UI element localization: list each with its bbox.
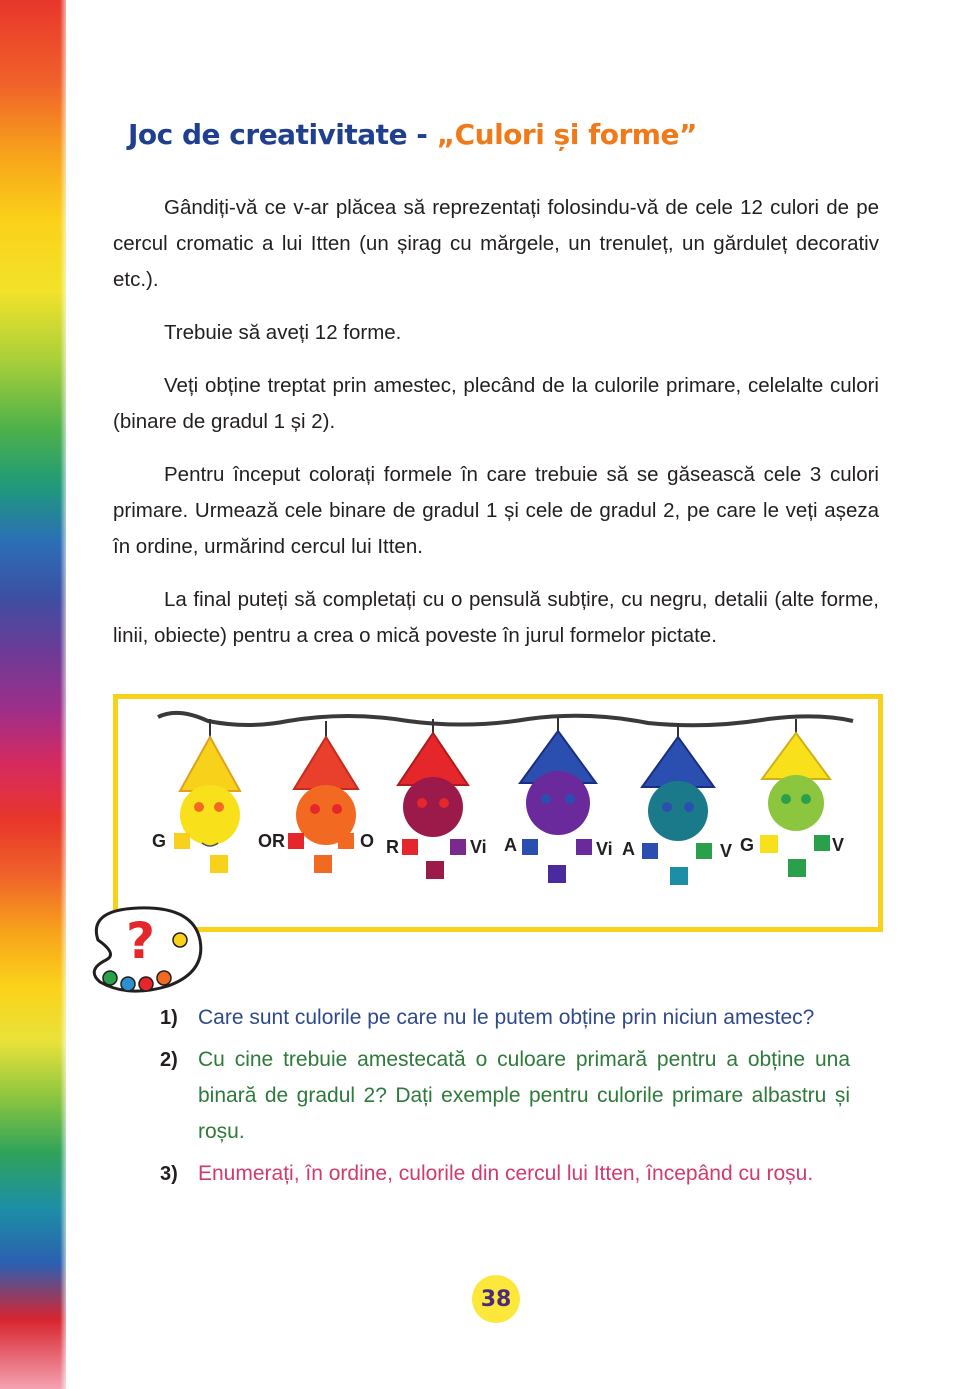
label-a-2: A: [622, 839, 635, 859]
paragraph-4: Pentru început colorați formele în care trebuie să se găsească cele 3 culori primare. Urmează cele binare de gradul 1 și cele de gradul 2, pe care le veți așeza în ordine, urmărind cercul lui Itten.: [113, 463, 879, 558]
page-title-accent: „Culori și forme”: [436, 118, 697, 151]
paragraph-5: La final puteți să completați cu o pensulă subțire, cu negru, detalii (alte forme, linii, obiecte) pentru a crea o mică poveste în jurul formelor pictate.: [113, 588, 879, 647]
question-3: [160, 1156, 850, 1192]
lantern-blue: [642, 723, 714, 841]
question-2: [160, 1042, 850, 1150]
label-vi-2: Vi: [596, 839, 613, 859]
question-3-text: Enumerați, în ordine, culorile din cercul lui Itten, începând cu roșu.: [198, 1162, 814, 1185]
lantern-violet: [520, 717, 596, 835]
question-2-text: Cu cine trebuie amestecată o culoare primară pentru a obține una binară de gradul 2? Dați exemple pentru culorile primare albastru și roșu.: [198, 1048, 850, 1143]
palette-question-icon: [78, 900, 208, 1000]
paragraph-1: Gândiți-vă ce v-ar plăcea să reprezentați folosindu-vă de cele 12 culori de pe cercul cromatic a lui Itten (un șirag cu mărgele, un trenuleț, un gărduleț decorativ etc.).: [113, 196, 879, 291]
page-number: 38: [480, 1286, 512, 1312]
question-3-number: 3): [160, 1163, 178, 1185]
lantern-orange: [294, 721, 358, 845]
lantern-green: [762, 719, 830, 831]
page-title: [128, 118, 697, 151]
question-1: [160, 1000, 850, 1036]
label-o: O: [360, 831, 375, 851]
lantern-illustration: [118, 699, 878, 927]
questions-list: [160, 1000, 850, 1198]
question-1-number: 1): [160, 1007, 178, 1029]
label-a-1: A: [504, 835, 517, 855]
label-vi-1: Vi: [470, 837, 487, 857]
paragraph-2: Trebuie să aveți 12 forme.: [164, 321, 402, 344]
string-line: [158, 713, 853, 725]
label-g-1: G: [152, 831, 167, 851]
lantern-yellow: [180, 719, 240, 845]
label-v-1: V: [720, 841, 733, 861]
label-or: OR: [258, 831, 285, 851]
page-number-badge: [472, 1275, 520, 1323]
lantern-red: [398, 719, 468, 837]
page-title-main: Joc de creativitate -: [128, 118, 437, 151]
svg-text:?: ?: [126, 912, 156, 970]
question-2-number: 2): [160, 1049, 178, 1071]
label-r: R: [386, 837, 399, 857]
question-1-text: Care sunt culorile pe care nu le putem obține prin niciun amestec?: [198, 1006, 815, 1029]
rainbow-border-strip: [0, 0, 66, 1389]
body-text: [113, 190, 879, 671]
lantern-illustration-frame: [113, 694, 883, 932]
label-v-2: V: [832, 835, 845, 855]
label-g-2: G: [740, 835, 755, 855]
paragraph-3: Veți obține treptat prin amestec, plecând de la culorile primare, celelalte culori (binare de gradul 1 și 2).: [113, 374, 879, 433]
